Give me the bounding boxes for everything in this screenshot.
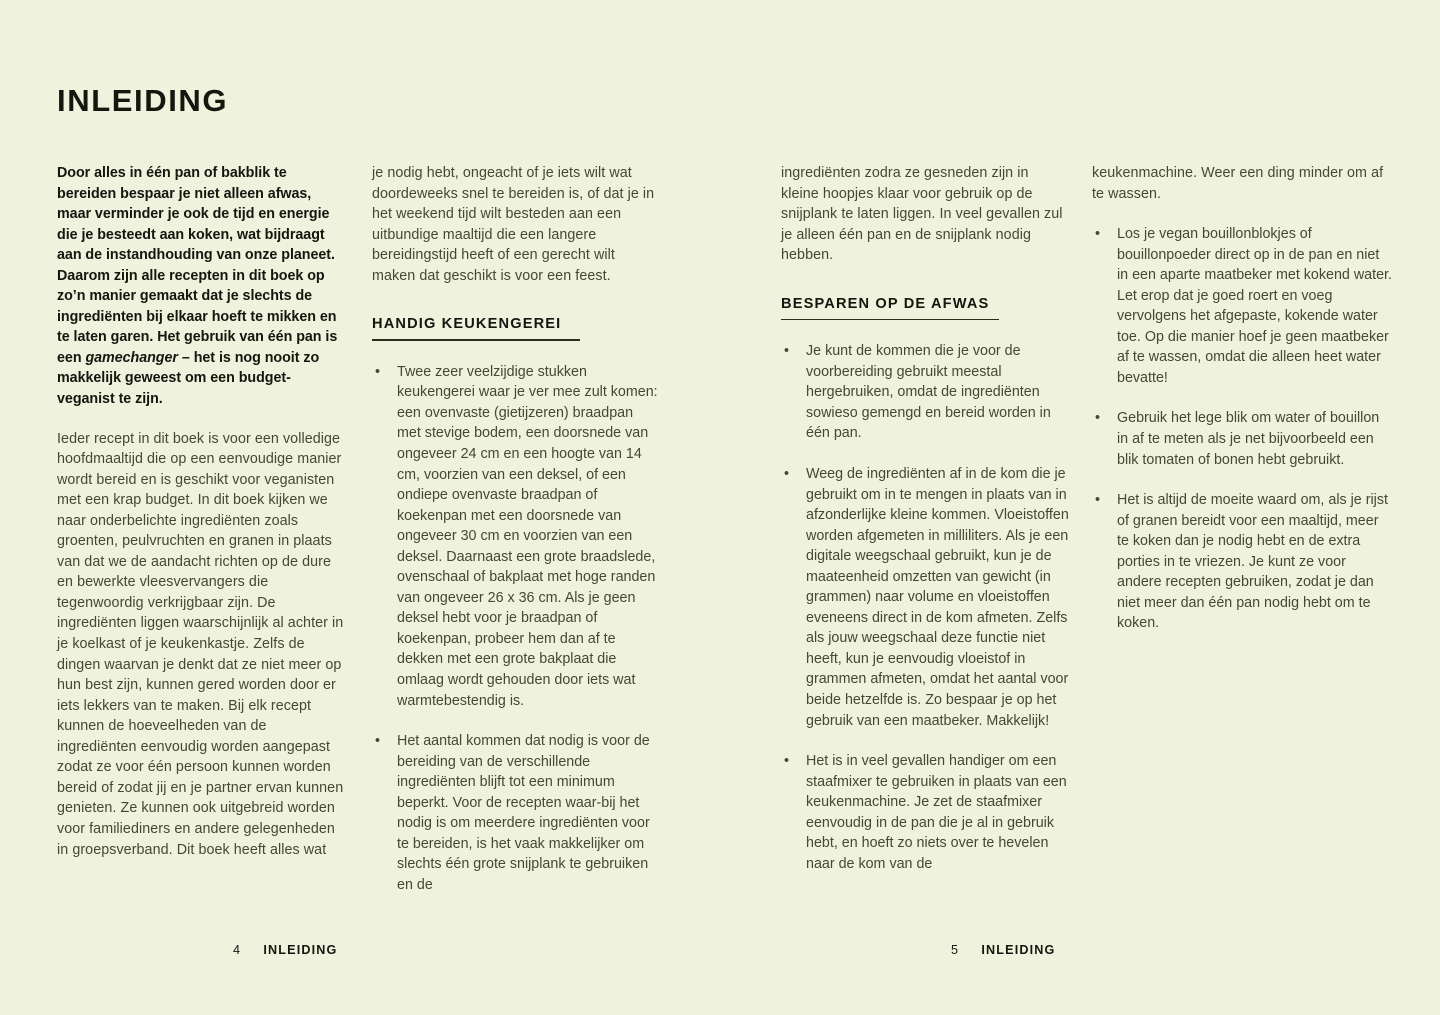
page-number-right: 5 [951, 943, 959, 957]
bullet-list-besparen-continued [1092, 224, 1392, 634]
bullet-list-handig-keukengerei [372, 362, 660, 896]
list-item [1092, 408, 1392, 470]
section-heading-label: BESPAREN OP DE AFWAS [781, 295, 990, 312]
body-paragraph-1: Ieder recept in dit boek is voor een volledige hoofdmaaltijd die op een eenvoudige manier wordt bereid en is geschikt voor veganisten met een krap budget. In dit boek kijken we naar onderbelichte ingrediënten zoals groenten, peulvruchten en granen in plaats van dat we de aandacht richten op de dure en bewerkte vleesvervangers die tegenwoordig verkrijgbaar zijn. De ingrediënten liggen waarschijnlijk al achter in je koelkast of je keukenkastje. Zelfs de dingen waarvan je denkt dat ze niet meer op hun best zijn, kunnen gered worden door er iets lekkers van te maken. Bij elk recept kunnen de hoeveelheden van de ingrediënten eenvoudig worden aangepast zodat ze voor één persoon kunnen worden bereid of zodat jij en je partner ervan kunnen genieten. Ze kunnen ook uitgebreid worden voor familiediners en andere gelegenheden in groepsverband. Dit boek heeft alles wat [57, 430, 344, 858]
text-column-1 [57, 163, 345, 923]
body-paragraph-continuation-2: je nodig hebt, ongeacht of je iets wilt wat doordeweeks snel te bereiden is, of dat je in het weekend tijd wilt besteden aan een uitbundige maaltijd die een langere bereidingstijd heeft of een gerecht wilt maken dat geschikt is voor een feest. [372, 165, 655, 284]
body-paragraph-continuation-4: keukenmachine. Weer een ding minder om af te wassen. [1092, 165, 1384, 202]
list-item [781, 751, 1069, 874]
text-column-3 [781, 163, 1069, 923]
list-item [781, 341, 1069, 444]
running-head-right: INLEIDING [981, 943, 1056, 957]
body-paragraph-continuation-3: ingrediënten zodra ze gesneden zijn in kleine hoopjes klaar voor gebruik op de snijplank te laten liggen. In veel gevallen zul je alleen één pan en de snijplank nodig hebben. [781, 165, 1063, 264]
lead-paragraph-part-1: Door alles in één pan of bakblik te bereiden bespaar je niet alleen afwas, maar verminder je ook de tijd en energie die je besteedt aan koken, wat bijdraagt aan de instandhouding van onze planeet. Daarom zijn alle recepten in dit boek op zo’n manier gemaakt dat je slechts de ingrediënten bij elkaar hoeft te mikken en te laten garen. Het gebruik van één pan is een [57, 165, 338, 366]
list-item [781, 464, 1069, 731]
section-heading-handig-keukengerei [372, 316, 660, 341]
list-item-text: Weeg de ingrediënten af in de kom die je gebruikt om in te mengen in plaats van in afzonderlijke kleine kommen. Vloeistoffen worden afgemeten in milliliters. Als je een digitale weegschaal gebruikt, kun je de maateenheid omzetten van gewicht (in grammen) naar volume en vloeistoffen eveneens direct in de kom afmeten. Zelfs als jouw weegschaal deze functie niet heeft, kun je eenvoudig vloeistof in grammen afmeten, omdat het aantal voor beide hetzelfde is. Zo bespaar je op het gebruik van een maatbeker. Makkelijk! [806, 465, 1069, 729]
lead-paragraph-emphasis: gamechanger [85, 349, 178, 366]
column-grid [57, 163, 1392, 923]
section-heading-besparen-op-de-afwas [781, 296, 1069, 321]
text-column-2 [372, 163, 660, 923]
running-head-left: INLEIDING [263, 943, 338, 957]
footer-left-page [233, 943, 337, 957]
list-item [1092, 224, 1392, 388]
bullet-point-icon: • [784, 465, 790, 482]
bullet-point-icon: • [1095, 410, 1101, 427]
bullet-point-icon: • [1095, 492, 1101, 509]
section-heading-rule [372, 339, 580, 341]
footer-right-page [951, 943, 1055, 957]
list-item-text: Het is in veel gevallen handiger om een staafmixer te gebruiken in plaats van een keukenmachine. Je zet de staafmixer eenvoudig in de pan die je al in gebruik hebt, en hoeft zo niets over te hevelen naar de kom van de [806, 753, 1067, 872]
bullet-point-icon: • [1095, 226, 1101, 243]
page-number-left: 4 [233, 943, 241, 957]
text-column-4 [1092, 163, 1392, 923]
list-item-text: Het is altijd de moeite waard om, als je rijst of granen bereidt voor een maaltijd, meer te koken dan je nodig hebt en de extra porties in te vriezen. Je kunt ze voor andere recepten gebruiken, zodat je dan niet meer dan één pan nodig hebt om te koken. [1117, 492, 1388, 632]
list-item [372, 731, 660, 895]
section-heading-rule [781, 319, 999, 321]
bullet-point-icon: • [375, 733, 381, 750]
list-item-text: Gebruik het lege blik om water of bouillon in af te meten als je net bijvoorbeeld een blik tomaten of bonen hebt gebruikt. [1117, 410, 1380, 468]
list-item-text: Je kunt de kommen die je voor de voorbereiding gebruikt meestal hergebruiken, omdat de ingrediënten sowieso gemengd en bereid worden in één pan. [806, 343, 1051, 442]
section-heading-label: HANDIG KEUKENGEREI [372, 316, 562, 333]
bullet-point-icon: • [375, 363, 381, 380]
list-item [1092, 490, 1392, 634]
bullet-list-besparen-op-de-afwas [781, 341, 1069, 874]
list-item-text: Los je vegan bouillonblokjes of bouillonpoeder direct op in de pan en niet in een aparte maatbeker met kokend water. Let erop dat je goed roert en voeg vervolgens het afgepaste, kokende water toe. Op die manier hoef je geen maatbeker af te wassen, omdat die alleen heet water bevatte! [1117, 226, 1392, 386]
page-title: INLEIDING [57, 82, 229, 118]
lead-paragraph [57, 163, 345, 410]
list-item-text: Twee zeer veelzijdige stukken keukengerei waar je ver mee zult komen: een ovenvaste (gietijzeren) braadpan met stevige bodem, een doorsnede van ongeveer 24 cm en een hoogte van 14 cm, voorzien van een deksel, of een ondiepe ovenvaste braadpan of koekenpan met een doorsnede van ongeveer 30 cm en voorzien van een deksel. Daarnaast een grote braadslede, ovenschaal of bakplaat met hoge randen van ongeveer 26 x 36 cm. Als je geen deksel hebt voor je braadpan of koekenpan, probeer hem dan af te dekken met een grote bakplaat die omlaag wordt gehouden door iets wat warmtebestendig is. [397, 363, 658, 709]
list-item-text: Het aantal kommen dat nodig is voor de bereiding van de verschillende ingrediënten blijft tot een minimum beperkt. Voor de recepten waar-bij het nodig is om meerdere ingrediënten voor te bereiden, is het vaak makkelijker om slechts één grote snijplank te gebruiken en de [397, 733, 650, 893]
bullet-point-icon: • [784, 753, 790, 770]
list-item [372, 362, 660, 711]
bullet-point-icon: • [784, 343, 790, 360]
lead-paragraph-part-2: – het is nog nooit zo makkelijk geweest om een budget-veganist te zijn. [57, 349, 320, 408]
